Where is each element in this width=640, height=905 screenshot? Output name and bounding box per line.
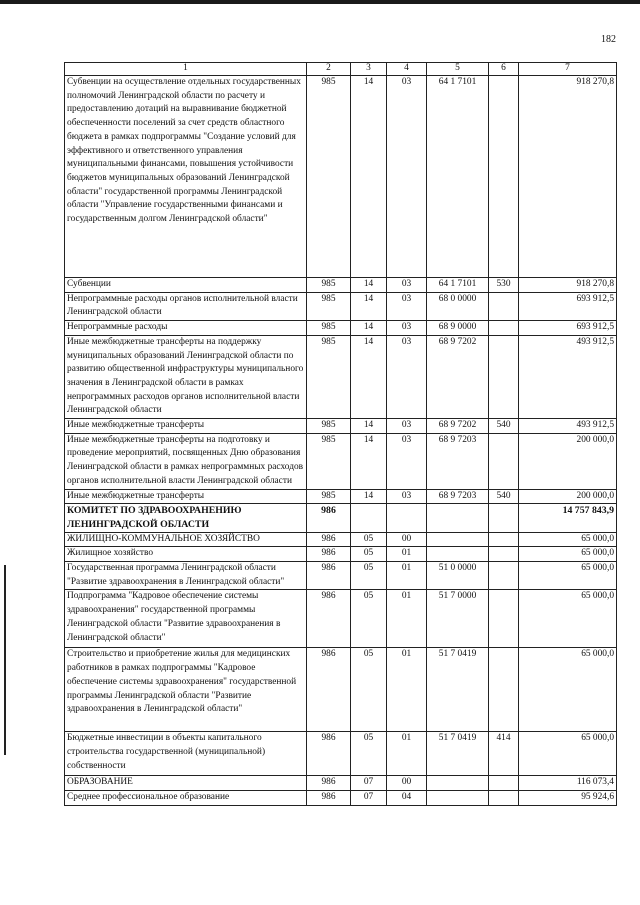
- row-name: Строительство и приобретение жилья для медицинских работников в рамках подпрограммы "Кадровое обеспечение системы здравоохранения" государственной программы Ленинградской области "Развитие здравоохранения в Ленинградской области": [65, 648, 307, 732]
- row-code-3: 05: [351, 547, 387, 562]
- row-code-3: 14: [351, 278, 387, 293]
- row-code-4: 04: [387, 791, 427, 806]
- row-code-4: 01: [387, 590, 427, 648]
- margin-bar: [4, 565, 6, 755]
- row-code-3: [351, 504, 387, 532]
- row-code-5: [427, 504, 489, 532]
- row-code-6: 540: [489, 419, 519, 434]
- row-code-4: 03: [387, 278, 427, 293]
- row-code-6: [489, 335, 519, 418]
- row-name: Иные межбюджетные трансферты: [65, 419, 307, 434]
- col-header: 5: [427, 63, 489, 76]
- row-amount: 65 000,0: [519, 648, 617, 732]
- row-code-5: [427, 547, 489, 562]
- row-code-2: 985: [307, 489, 351, 504]
- table-row: [65, 776, 617, 791]
- row-code-6: 530: [489, 278, 519, 293]
- col-header: 3: [351, 63, 387, 76]
- row-name: Иные межбюджетные трансферты: [65, 489, 307, 504]
- row-code-2: 986: [307, 562, 351, 590]
- col-header: 2: [307, 63, 351, 76]
- row-amount: 65 000,0: [519, 562, 617, 590]
- row-name: Субвенции на осуществление отдельных государственных полномочий Ленинградской области по расчету и предоставлению дотаций на выравнивание бюджетной обеспеченности поселений за счет средств областного бюджета в рамках подпрограммы "Создание условий для эффективного и ответственного управления муниципальными финансами, повышения устойчивости бюджетов муниципальных образований Ленинградской области" государственной программы Ленинградской области "Управление государственными финансами и государственным долгом Ленинградской области": [65, 76, 307, 278]
- row-name: ОБРАЗОВАНИЕ: [65, 776, 307, 791]
- col-header: 7: [519, 63, 617, 76]
- row-code-5: 51 7 0419: [427, 732, 489, 776]
- table-row: [65, 335, 617, 418]
- row-code-5: 68 9 7202: [427, 419, 489, 434]
- row-name: Субвенции: [65, 278, 307, 293]
- row-name: Бюджетные инвестиции в объекты капитального строительства государственной (муниципальной) собственности: [65, 732, 307, 776]
- row-code-5: 64 1 7101: [427, 76, 489, 278]
- row-amount: 493 912,5: [519, 419, 617, 434]
- table-row: [65, 648, 617, 732]
- row-name: Подпрограмма "Кадровое обеспечение системы здравоохранения" государственной программы Ленинградской области "Развитие здравоохранения в Ленинградской области": [65, 590, 307, 648]
- col-header: 1: [65, 63, 307, 76]
- row-code-5: 64 1 7101: [427, 278, 489, 293]
- row-code-2: 986: [307, 532, 351, 547]
- table-row: [65, 547, 617, 562]
- row-code-4: 01: [387, 648, 427, 732]
- row-code-6: [489, 648, 519, 732]
- header-row: [65, 63, 617, 76]
- row-code-3: 14: [351, 292, 387, 320]
- table-row: [65, 76, 617, 278]
- row-code-3: 05: [351, 532, 387, 547]
- table-row: [65, 419, 617, 434]
- row-code-2: 986: [307, 776, 351, 791]
- row-code-4: 03: [387, 489, 427, 504]
- row-amount: 14 757 843,9: [519, 504, 617, 532]
- row-code-4: 03: [387, 419, 427, 434]
- row-name: Жилищное хозяйство: [65, 547, 307, 562]
- row-code-4: 01: [387, 562, 427, 590]
- table-row: [65, 292, 617, 320]
- row-amount: 918 270,8: [519, 278, 617, 293]
- row-code-2: 985: [307, 321, 351, 336]
- row-code-5: [427, 791, 489, 806]
- row-code-3: 14: [351, 335, 387, 418]
- row-code-3: 05: [351, 648, 387, 732]
- row-code-6: [489, 321, 519, 336]
- row-code-6: [489, 76, 519, 278]
- row-amount: 493 912,5: [519, 335, 617, 418]
- row-code-2: 985: [307, 76, 351, 278]
- budget-table: [64, 62, 617, 806]
- row-code-4: 03: [387, 76, 427, 278]
- row-code-5: 51 7 0000: [427, 590, 489, 648]
- row-code-3: 05: [351, 562, 387, 590]
- row-amount: 95 924,6: [519, 791, 617, 806]
- row-code-5: 68 9 7203: [427, 433, 489, 489]
- row-amount: 65 000,0: [519, 532, 617, 547]
- top-rule: [0, 0, 640, 4]
- row-name: Непрограммные расходы органов исполнительной власти Ленинградской области: [65, 292, 307, 320]
- row-code-6: [489, 562, 519, 590]
- row-code-6: 540: [489, 489, 519, 504]
- row-code-6: [489, 590, 519, 648]
- row-code-3: 14: [351, 76, 387, 278]
- row-code-2: 985: [307, 292, 351, 320]
- row-code-4: 03: [387, 433, 427, 489]
- row-name: ЖИЛИЩНО-КОММУНАЛЬНОЕ ХОЗЯЙСТВО: [65, 532, 307, 547]
- row-amount: 65 000,0: [519, 732, 617, 776]
- row-name: Государственная программа Ленинградской области "Развитие здравоохранения в Ленинградской области": [65, 562, 307, 590]
- row-amount: 918 270,8: [519, 76, 617, 278]
- row-code-4: 03: [387, 292, 427, 320]
- table-row: [65, 504, 617, 532]
- row-code-4: 01: [387, 732, 427, 776]
- row-name: КОМИТЕТ ПО ЗДРАВООХРАНЕНИЮ ЛЕНИНГРАДСКОЙ ОБЛАСТИ: [65, 504, 307, 532]
- row-amount: 200 000,0: [519, 489, 617, 504]
- row-code-3: 14: [351, 419, 387, 434]
- row-code-6: [489, 292, 519, 320]
- row-code-5: 68 9 7203: [427, 489, 489, 504]
- row-amount: 200 000,0: [519, 433, 617, 489]
- row-amount: 65 000,0: [519, 590, 617, 648]
- table-row: [65, 489, 617, 504]
- row-code-5: 68 0 0000: [427, 292, 489, 320]
- row-code-4: 03: [387, 321, 427, 336]
- row-amount: 693 912,5: [519, 321, 617, 336]
- row-code-2: 986: [307, 547, 351, 562]
- row-code-3: 14: [351, 489, 387, 504]
- row-code-4: 00: [387, 776, 427, 791]
- row-code-5: [427, 532, 489, 547]
- table-row: [65, 433, 617, 489]
- table-row: [65, 590, 617, 648]
- row-code-2: 986: [307, 590, 351, 648]
- row-code-6: [489, 547, 519, 562]
- row-code-4: [387, 504, 427, 532]
- row-code-6: [489, 776, 519, 791]
- page-number: 182: [601, 34, 616, 45]
- table-row: [65, 321, 617, 336]
- row-name: Иные межбюджетные трансферты на поддержку муниципальных образований Ленинградской области по развитию общественной инфраструктуры муниципального значения в Ленинградской области в рамках непрограммных расходов органов исполнительной власти Ленинградской области: [65, 335, 307, 418]
- row-code-3: 07: [351, 791, 387, 806]
- row-code-3: 05: [351, 590, 387, 648]
- table-row: [65, 791, 617, 806]
- row-name: Среднее профессиональное образование: [65, 791, 307, 806]
- row-code-4: 03: [387, 335, 427, 418]
- table-row: [65, 562, 617, 590]
- table-row: [65, 532, 617, 547]
- row-code-2: 985: [307, 335, 351, 418]
- row-code-5: 68 9 7202: [427, 335, 489, 418]
- row-code-2: 985: [307, 433, 351, 489]
- row-code-2: 986: [307, 648, 351, 732]
- col-header: 6: [489, 63, 519, 76]
- row-code-2: 986: [307, 732, 351, 776]
- row-code-3: 05: [351, 732, 387, 776]
- row-name: Иные межбюджетные трансферты на подготовку и проведение мероприятий, посвященных Дню образования Ленинградской области в рамках непрограммных расходов органов исполнительной власти Ленинградской области: [65, 433, 307, 489]
- row-code-6: 414: [489, 732, 519, 776]
- row-code-4: 01: [387, 547, 427, 562]
- row-code-6: [489, 504, 519, 532]
- row-code-5: 51 0 0000: [427, 562, 489, 590]
- row-name: Непрограммные расходы: [65, 321, 307, 336]
- row-code-3: 07: [351, 776, 387, 791]
- row-code-6: [489, 433, 519, 489]
- col-header: 4: [387, 63, 427, 76]
- table-body: [65, 76, 617, 806]
- row-code-4: 00: [387, 532, 427, 547]
- row-amount: 693 912,5: [519, 292, 617, 320]
- row-code-2: 986: [307, 791, 351, 806]
- table-row: [65, 278, 617, 293]
- row-code-6: [489, 791, 519, 806]
- row-code-5: 51 7 0419: [427, 648, 489, 732]
- row-code-5: 68 9 0000: [427, 321, 489, 336]
- row-code-3: 14: [351, 433, 387, 489]
- row-code-2: 986: [307, 504, 351, 532]
- row-code-6: [489, 532, 519, 547]
- row-code-2: 985: [307, 278, 351, 293]
- row-code-3: 14: [351, 321, 387, 336]
- table-row: [65, 732, 617, 776]
- row-code-5: [427, 776, 489, 791]
- row-amount: 65 000,0: [519, 547, 617, 562]
- row-amount: 116 073,4: [519, 776, 617, 791]
- row-code-2: 985: [307, 419, 351, 434]
